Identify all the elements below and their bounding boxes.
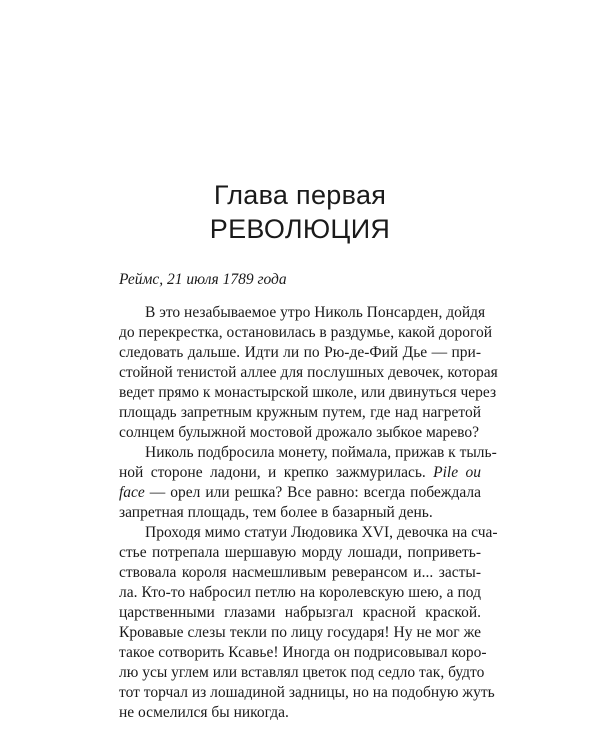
text-line: царственными глазами набрызгал красной краской. — [119, 604, 481, 621]
text-line — [119, 483, 481, 503]
text-line: Николь подбросила монету, поймала, прижав к тыль- — [145, 444, 497, 461]
text-line: стье потрепала шершавую морду лошади, поприветь- — [119, 544, 481, 561]
text-line: В это незабываемое утро Николь Понсарден, дойдя — [145, 304, 486, 321]
text-line: такое сотворить Ксавье! Иногда он подрисовывал коро- — [119, 644, 487, 661]
text-line: ведет прямо к монастырской школе, или двинуться через — [119, 384, 497, 401]
text-line: не осмелился бы никогда. — [119, 704, 289, 721]
text-line: Кровавые слезы текли по лицу государя! Ну не мог же — [119, 624, 481, 641]
text-line: до перекрестка, остановилась в раздумье, какой дорогой — [119, 324, 492, 341]
text-line: лю усы углем или вставлял цветок под седло так, будто — [119, 664, 485, 681]
chapter-heading — [0, 178, 600, 246]
text-line: тот торчал из лошадиной задницы, но на подобную жуть — [119, 684, 495, 701]
dateline: Реймс, 21 июля 1789 года — [119, 271, 287, 288]
text-line: стойной тенистой аллее для послушных девочек, которая — [119, 364, 498, 381]
text-line: ла. Кто-то набросил петлю на королевскую шею, а под — [119, 584, 481, 601]
italic-phrase: Pile ou — [433, 464, 481, 481]
text-line: ствовала короля насмешливым реверансом и... засты- — [119, 564, 481, 581]
text-line: запретная площадь, тем более в базарный день. — [119, 504, 433, 521]
italic-phrase: face — [119, 484, 145, 501]
text-segment: — орел или решка? Все равно: всегда побеждала — [149, 484, 482, 501]
text-line: площадь запретным кружным путем, где над нагретой — [119, 404, 481, 421]
body-text — [119, 303, 498, 723]
text-line: солнцем булыжной мостовой дрожало зыбкое марево? — [119, 424, 480, 441]
chapter-label: Глава первая — [213, 180, 387, 210]
chapter-title: РЕВОЛЮЦИЯ — [209, 214, 391, 244]
text-line: следовать дальше. Идти ли по Рю-де-Фий Дье — при- — [119, 344, 481, 361]
text-line — [119, 463, 481, 483]
text-segment: ной стороне ладони, и крепко зажмурилась. — [119, 464, 426, 481]
text-line: Проходя мимо статуи Людовика XVI, девочка на сча- — [145, 524, 498, 541]
